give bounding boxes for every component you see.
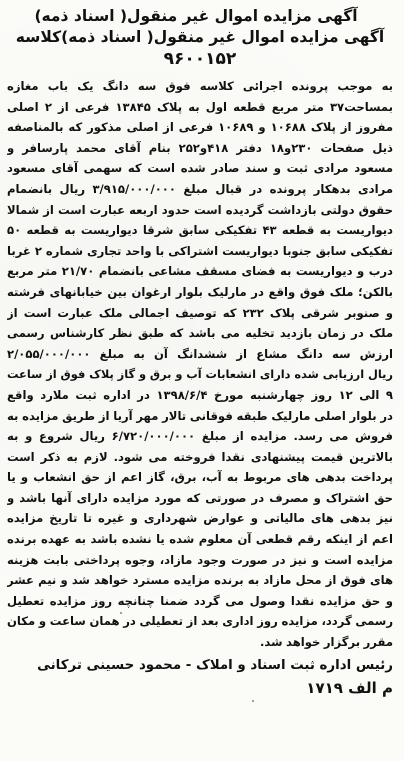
body-line: مرادی بدهکار پرونده در قبال مبلغ ۳/۹۱۵/۰۰۰/۰۰۰ ریال بانضمام [7,181,393,196]
body-line: فروش می رسد. مزایده از مبلغ ۶/۷۲۰/۰۰۰/۰۰۰ ریال شروع و به [7,429,393,444]
body-line: مقرر برگزار خواهد شد. [259,635,393,650]
case-number: ۹۶۰۰۱۵۲ [163,49,237,69]
body-line: ملک در زمان بازدید تخلیه می باشد که طبق نظر کارشناس رسمی [7,326,393,341]
body-line: بالاترین قیمت پیشنهادی نقدا فروخته می شود. لازم به ذکر است [7,449,393,464]
body-line: پرداخت بدهی های مربوط به آب، برق، گاز اعم از حق انشعاب و یا [7,470,393,485]
signature: رئیس اداره ثبت اسناد و املاک - محمود حسینی ترکانی [37,657,393,673]
body-line: به موجب پرونده اجرائی کلاسه فوق سه دانگ یک باب مغازه [7,79,393,93]
body-line: اعم از اینکه رقم قطعی آن معلوم شده یا نشده باشد به عهده برنده [7,532,393,547]
body-line: بمساحت۳۷ متر مربع قطعه اول به پلاک ۱۳۸۴۵ فرعی از ۲ اصلی [7,99,393,114]
body-line: های فوق از محل مازاد به برنده مزایده مسترد خواهد شد و نیم عشر [7,573,393,588]
body-line: تفکیکی سابق جنوبا دیواریست اشتراکی با واحد تجاری شماره ۲ غربا [7,243,393,258]
body-line: ریال ارزیابی شده دارای انشعابات آب و برق و گاز پلاک فوق از ساعت [7,367,393,382]
notice-header [7,6,393,70]
body-line: مسعود مرادی ثبت و سند صادر شده است که سهمی آقای مسعود [7,161,393,176]
body-line: ذیل صفحات ۲۳۰و۱۸ دفتر ۴۱۸و۲۵۲ بنام آقای محمد پارسافر و [7,140,393,155]
notice-code: م الف ۱۷۱۹ [306,678,393,697]
body-line: درب و دیواریست به فضای مسقف مشاعی بانضمام ۲۱/۷۰ متر مربع [7,264,393,279]
body-line: ۹ الی ۱۲ روز چهارشنبه مورخ ۱۳۹۸/۶/۴ در اداره ثبت ملارد واقع [7,387,393,402]
body-line: حقوق دولتی بازداشت گردیده است حدود اربعه عبارت است از شمالا [7,202,393,217]
print-speck [252,700,254,702]
notice-title-line-1: آگهی مزایده اموال غیر منقول( اسناد ذمه) [34,7,358,25]
body-line: و صنوبر شرقی پلاک ۲۳۲ که توصیف اجمالی ملک عبارت است از [7,305,393,320]
notice-title-line-2: آگهی مزایده اموال غیر منقول( اسناد ذمه)کلاسه [15,28,385,46]
notice-body [7,76,393,653]
body-line: نیز بدهی های مالیاتی و عوارض شهرداری و غیره تا تاریخ مزایده [7,511,393,526]
body-line: بالکن؛ ملک فوق واقع در مارلیک بلوار ارغوان بین خیابانهای فرشته [7,284,393,299]
body-line: مفروز از پلاک ۱۰۶۸۸ و ۱۰۶۸۹ فرعی از اصلی مذکور که بالمناصفه [7,120,393,135]
body-line: حق اشتراک و مصرف در صورتی که مورد مزایده دارای آنها باشد و [7,490,393,505]
body-line: در بلوار اصلی مارلیک طبقه فوقانی تالار مهر آریا از طریق مزایده به [7,408,393,423]
body-line: رسمی گردد، مزایده روز اداری بعد از تعطیلی در همان ساعت و مکان [7,614,393,629]
body-line: ارزش سه دانگ مشاع از ششدانگ آن به مبلغ ۲/۰۵۵/۰۰۰/۰۰۰ [7,346,393,361]
body-line: و حق مزایده نقدا وصول می گردد ضمنا چنانچه روز مزایده تعطیل [7,593,393,608]
print-speck [120,612,122,614]
body-line: دیواریست به قطعه ۴۳ تفکیکی سابق شرقا دیواریست به قطعه ۵۰ [7,223,393,238]
body-line: مزایده است و نیز در صورت وجود مازاد، وجوه پرداختی بابت هزینه [7,552,393,567]
